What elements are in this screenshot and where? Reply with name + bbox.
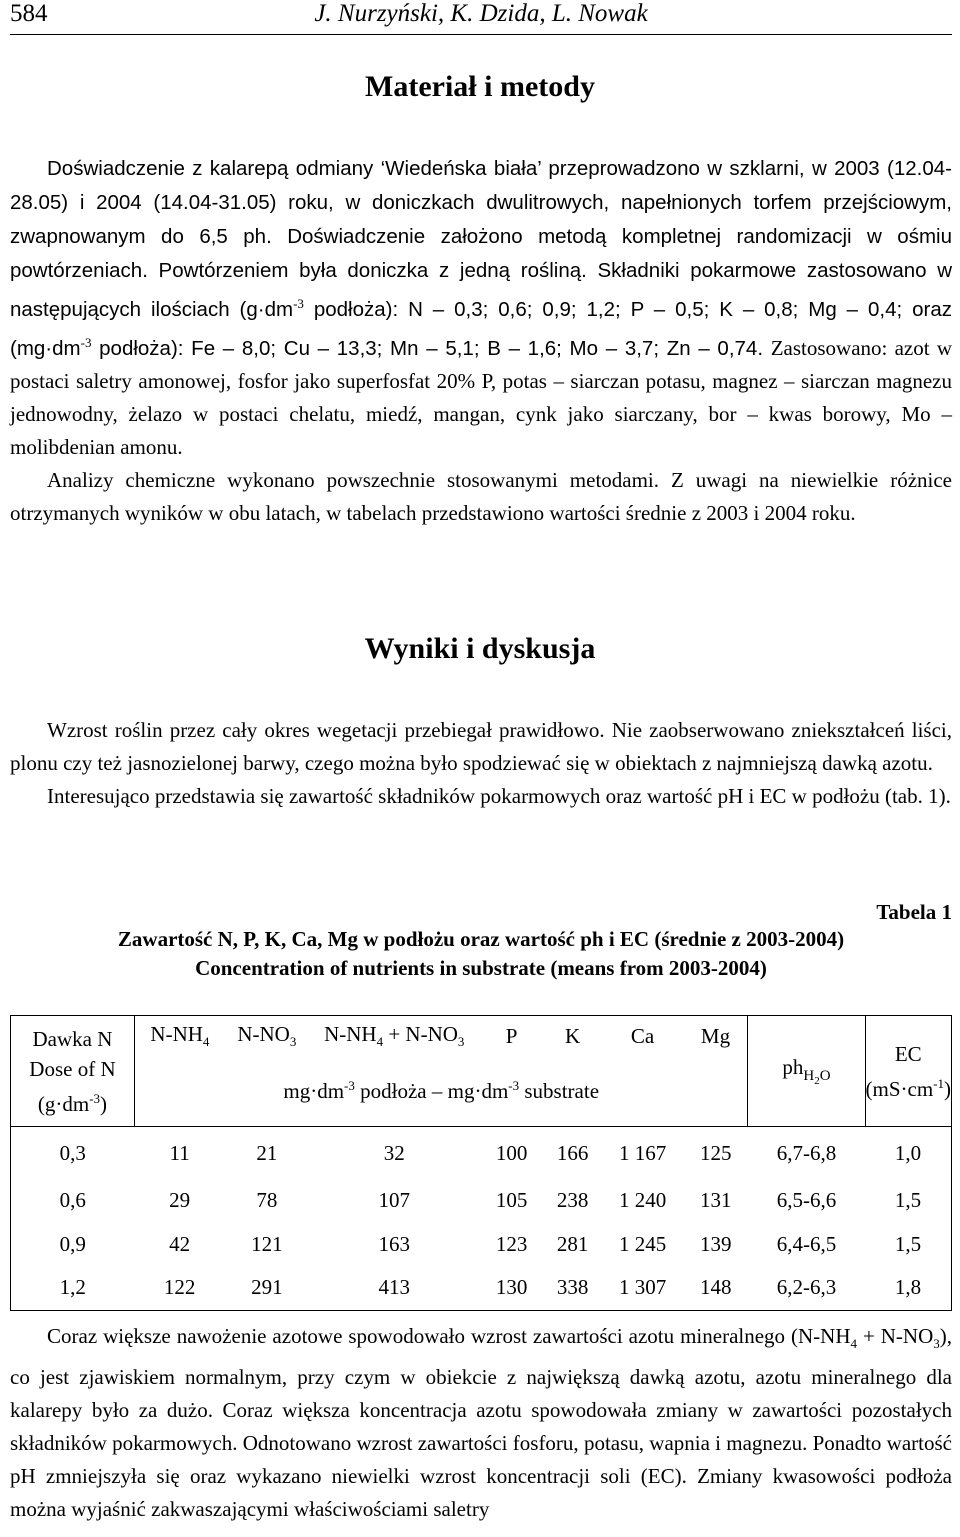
table-number: Tabela 1 xyxy=(876,900,952,924)
cell-dose: 0,6 xyxy=(11,1179,135,1223)
header-k: K xyxy=(544,1016,602,1057)
table-row xyxy=(11,1223,952,1267)
page-number: 584 xyxy=(10,0,48,27)
cell-p: 130 xyxy=(480,1266,544,1310)
cell-dose: 0,9 xyxy=(11,1223,135,1267)
methods-text-d: Zastosowano: azot w postaci saletry amonowej, fosfor jako superfosfat 20% P, potas – siarczan potasu, magnez – siarczan magnezu jednowodny, żelazo w postaci chelatu, miedź, mangan, cynk jako siarczany, bor – kwas borowy, Mo – molibdenian amonu. xyxy=(10,335,953,460)
nutrient-table xyxy=(10,1015,952,1311)
header-ec xyxy=(865,1016,952,1127)
cell-nnh4: 42 xyxy=(169,1231,191,1256)
cell-ec: 1,5 xyxy=(865,1223,952,1267)
section-title-methods: Materiał i metody xyxy=(365,70,595,103)
table-row xyxy=(11,1127,952,1180)
discussion-paragraph-1: Coraz większe nawożenie azotowe spowodowało wzrost zawartości azotu mineralnego $(N-NH_4 + N-NO_3)$, co jest zjawiskiem normalnym, przy czym w obiekcie z największą dawką azotu, azotu mineralnego dla kalarepy było za dużo. Coraz większa koncentracja azotu spowodowała zmiany w zawartości pozostałych składników pokarmowych. Odnotowano wzrost zawartości fosforu, potasu, wapnia i magnezu. Ponadto wartość pH zmniejszyła się oraz wykazano niewielki wzrost koncentracji soli (EC). Zmiany kwasowości podłoża można wyjaśnić zakwaszającymi właściwościami saletry xyxy=(10,1324,952,1521)
header-ph: $ph_{H_2O}$ xyxy=(748,1016,865,1127)
header-nnh4: $N-NH_4$ xyxy=(134,1016,224,1057)
superscript: -3 xyxy=(293,295,304,311)
cell-nno3: 121 xyxy=(251,1231,283,1256)
cell-mineral-n: 413 xyxy=(309,1266,480,1310)
header-ec-unit: $(mS\cdot cm^{-1})$ xyxy=(865,1075,951,1101)
header-mg: Mg xyxy=(684,1016,748,1057)
cell-mineral-n: 32 xyxy=(383,1140,405,1165)
cell-ph: 6,4-6,5 xyxy=(776,1231,837,1256)
cell-dose: 0,3 xyxy=(11,1127,135,1180)
cell-ca: 1 245 xyxy=(618,1231,667,1256)
table-row xyxy=(11,1179,952,1223)
methods-paragraph-1 xyxy=(10,152,952,464)
results-body xyxy=(10,714,952,813)
cell-k: 338 xyxy=(544,1266,602,1310)
cell-ec: 1,0 xyxy=(865,1127,952,1180)
header-unit-span: $mg\cdot dm^{-3}$ podłoża – $mg\cdot dm^{-3}$ substrate xyxy=(134,1056,748,1127)
cell-mg: 139 xyxy=(700,1231,732,1256)
discussion-body xyxy=(10,1320,952,1526)
cell-ec: 1,5 xyxy=(865,1179,952,1223)
header-dose-en: Dose of N xyxy=(29,1056,116,1081)
results-paragraph-2: Interesująco przedstawia się zawartość składników pokarmowych oraz wartość pH i EC w podłożu (tab. 1). xyxy=(47,783,951,808)
header-dose-unit: $(g\cdot dm^{-3})$ xyxy=(37,1090,108,1116)
cell-mg: 131 xyxy=(700,1188,732,1213)
table-row xyxy=(11,1266,952,1310)
header-mineral-n: $N-NH_4 + N-NO_3$ xyxy=(309,1016,480,1057)
table-header-row xyxy=(11,1016,952,1057)
cell-p: 123 xyxy=(495,1231,528,1256)
cell-ca: 1 307 xyxy=(602,1266,684,1310)
cell-k: 166 xyxy=(556,1140,589,1165)
running-title: J. Nurzyński, K. Dzida, L. Nowak xyxy=(314,0,648,27)
cell-ec: 1,8 xyxy=(865,1266,952,1310)
header-nno3: $N-NO_3$ xyxy=(225,1016,309,1057)
methods-text-b: podłoża): N – 0,3; 0,6; 0,9; 1,2; P – 0,5; K – 0,8; Mg – 0,4; oraz (mg·dm xyxy=(10,297,952,360)
page-header xyxy=(10,0,952,32)
methods-text-c: podłoża): Fe – 8,0; Cu – 13,3; Mn – 5,1; B – 1,6; Mo – 3,7; Zn – 0,74. xyxy=(91,336,771,360)
header-dose xyxy=(11,1016,135,1127)
header-p: P xyxy=(480,1016,544,1057)
cell-ph: 6,7-6,8 xyxy=(776,1140,837,1165)
cell-ph: 6,5-6,6 xyxy=(776,1188,837,1213)
table-caption xyxy=(10,900,952,983)
header-rule xyxy=(10,34,952,35)
cell-dose: 1,2 xyxy=(11,1266,135,1310)
table-title-pl: Zawartość N, P, K, Ca, Mg w podłożu oraz wartość ph i EC (średnie z 2003-2004) xyxy=(117,927,845,951)
cell-mg: 125 xyxy=(700,1140,732,1165)
cell-ph: 6,2-6,3 xyxy=(748,1266,865,1310)
cell-mineral-n: 163 xyxy=(378,1231,410,1256)
cell-p: 100 xyxy=(495,1140,528,1165)
cell-nnh4: 11 xyxy=(169,1140,190,1165)
table-title-en: Concentration of nutrients in substrate (means from 2003-2004) xyxy=(195,956,767,980)
superscript: -3 xyxy=(80,334,92,350)
cell-k: 281 xyxy=(556,1231,589,1256)
cell-p: 105 xyxy=(495,1188,528,1213)
methods-body xyxy=(10,152,952,530)
cell-nnh4: 29 xyxy=(169,1188,191,1213)
methods-text-a: Doświadczenie z kalarepą odmiany ‘Wiedeńska biała’ przeprowadzono w szklarni, w 2003 (12.04-28.05) i 2004 (14.04-31.05) roku, w doniczkach dwulitrowych, napełnionych torfem przejściowym, zwapnowanym do 6,5 ph. Doświadczenie założono metodą kompletnej randomizacji w ośmiu powtórzeniach. Powtórzeniem była doniczka z jedną rośliną. Składniki pokarmowe zastosowano w następujących ilościach (g·dm xyxy=(10,157,952,321)
cell-nno3: 21 xyxy=(256,1140,278,1165)
cell-nno3: 291 xyxy=(225,1266,309,1310)
cell-k: 238 xyxy=(556,1188,589,1213)
section-title-results: Wyniki i dyskusja xyxy=(364,632,596,665)
header-ca: Ca xyxy=(602,1016,684,1057)
cell-mg: 148 xyxy=(684,1266,748,1310)
results-paragraph-1: Wzrost roślin przez cały okres wegetacji przebiegał prawidłowo. Nie zaobserwowano zniekształceń liści, plonu czy też jasnozielonej barwy, czego można było spodziewać się w obiektach z najmniejszą dawką azotu. xyxy=(10,718,952,775)
cell-nnh4: 122 xyxy=(134,1266,224,1310)
cell-mineral-n: 107 xyxy=(378,1188,410,1213)
header-dose-pl: Dawka N xyxy=(32,1026,113,1051)
cell-ca: 1 167 xyxy=(618,1140,667,1165)
header-ec-name: EC xyxy=(894,1041,922,1066)
methods-paragraph-2: Analizy chemiczne wykonano powszechnie stosowanymi metodami. Z uwagi na niewielkie różnice otrzymanych wyników w obu latach, w tabelach przedstawiono wartości średnie z 2003 i 2004 roku. xyxy=(10,468,952,526)
cell-nno3: 78 xyxy=(256,1188,278,1213)
cell-ca: 1 240 xyxy=(618,1188,667,1213)
